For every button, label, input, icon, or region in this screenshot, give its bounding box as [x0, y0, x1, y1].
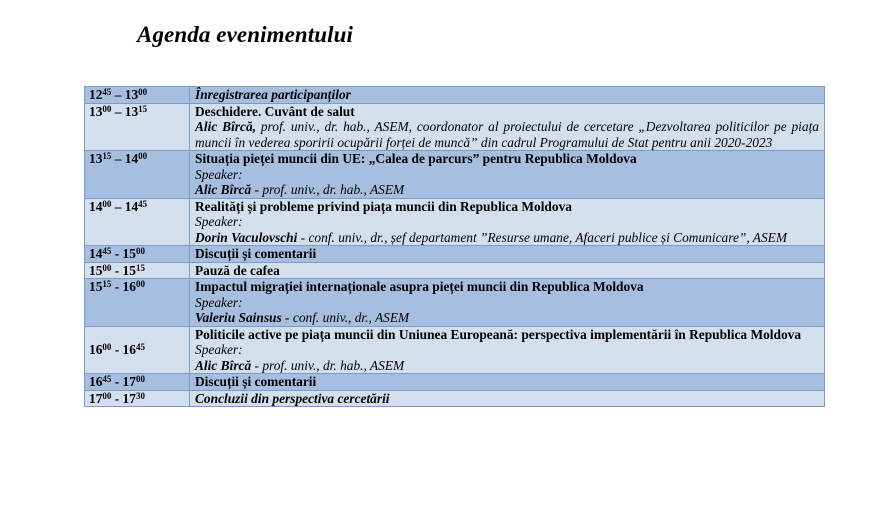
agenda-row	[85, 246, 825, 263]
time-minutes: 45	[102, 246, 112, 256]
speaker-line	[195, 119, 819, 150]
session-cell	[190, 151, 825, 199]
speaker-details: conf. univ., dr., ASEM	[289, 310, 410, 325]
session-title: Situația pieței muncii din UE: „Calea de parcurs” pentru Republica Moldova	[195, 151, 637, 166]
time-slot	[85, 326, 190, 374]
time-text: -	[111, 374, 123, 389]
time-minutes: 15	[102, 151, 112, 161]
session-cell	[190, 326, 825, 374]
time-minutes: 30	[135, 390, 145, 401]
session-cell	[190, 87, 825, 104]
time-minutes: 15	[138, 103, 148, 114]
time-slot	[85, 87, 190, 104]
time-minutes: 45	[135, 342, 145, 352]
time-text: 17	[89, 390, 103, 406]
time-minutes: 00	[138, 151, 148, 161]
time-text: -	[111, 342, 123, 357]
session-title: Realități și probleme privind piața muncii din Republica Moldova	[195, 198, 572, 214]
time-text: 16	[122, 279, 136, 294]
time-slot	[85, 279, 190, 327]
time-text: -	[111, 279, 123, 294]
time-text: -	[111, 262, 123, 278]
speaker-line	[195, 230, 819, 246]
time-text: 15	[89, 279, 103, 294]
session-title: Discuții și comentarii	[195, 246, 317, 261]
time-slot	[85, 151, 190, 199]
time-slot	[85, 198, 190, 246]
agenda-row	[85, 390, 825, 407]
agenda-row	[85, 151, 825, 199]
time-text: –	[111, 103, 125, 119]
speaker-details: - prof. univ., dr. hab., ASEM	[251, 182, 405, 197]
time-text: 15	[122, 246, 136, 261]
session-title: Impactul migrației internaționale asupra pieței muncii din Republica Moldova	[195, 279, 644, 294]
time-text: –	[111, 151, 125, 166]
time-text: 17	[122, 390, 136, 406]
session-cell	[190, 198, 825, 246]
session-cell	[190, 374, 825, 391]
speaker-name: Valeriu Sainsus -	[195, 310, 290, 325]
session-title: Pauză de cafea	[195, 262, 280, 278]
agenda-row	[85, 279, 825, 327]
time-text: 16	[89, 374, 103, 389]
agenda-row	[85, 103, 825, 151]
time-minutes: 00	[102, 390, 112, 401]
speaker-name: Dorin Vaculovschi	[195, 229, 298, 245]
time-text: 15	[89, 262, 103, 278]
speaker-details: - conf. univ., dr., șef departament ”Resurse umane, Afaceri publice și Comunicare”, ASEM	[297, 229, 787, 245]
speaker-line	[195, 182, 819, 198]
speaker-details: - prof. univ., dr. hab., ASEM	[251, 357, 405, 373]
time-minutes: 00	[102, 198, 112, 209]
speaker-label: Speaker:	[195, 342, 243, 357]
session-title: Concluzii din perspectiva cercetării	[195, 390, 390, 406]
time-minutes: 00	[102, 103, 112, 114]
time-slot	[85, 374, 190, 391]
time-text: -	[111, 246, 123, 261]
speaker-name: Alic Bîrcă	[195, 357, 252, 373]
speaker-label: Speaker:	[195, 214, 243, 229]
time-text: -	[111, 390, 123, 406]
speaker-name: Alic Bîrcă	[195, 182, 252, 197]
time-slot	[85, 390, 190, 407]
session-cell	[190, 262, 825, 279]
agenda-row	[85, 87, 825, 104]
session-title: Înregistrarea participanților	[195, 87, 351, 102]
time-text: –	[111, 87, 125, 102]
agenda-row	[85, 374, 825, 391]
time-minutes: 00	[135, 279, 145, 289]
time-minutes: 15	[135, 262, 145, 273]
time-text: 15	[122, 262, 136, 278]
session-cell	[190, 246, 825, 263]
time-text: 14	[124, 151, 139, 166]
time-text: 14	[124, 198, 139, 214]
speaker-label: Speaker:	[195, 294, 243, 310]
time-text: 14	[89, 198, 103, 214]
time-minutes: 15	[102, 279, 112, 289]
time-slot	[85, 246, 190, 263]
time-text: 12	[89, 87, 103, 102]
speaker-label: Speaker:	[195, 166, 243, 182]
speaker-line	[195, 310, 819, 326]
time-text: 13	[124, 103, 139, 119]
time-text: 13	[89, 151, 103, 166]
speaker-name: Alic Bîrcă,	[195, 119, 257, 134]
session-cell	[190, 390, 825, 407]
time-text: –	[111, 198, 125, 214]
speaker-line	[195, 358, 819, 374]
time-text: 16	[122, 342, 136, 357]
time-minutes: 45	[138, 198, 148, 209]
agenda-row	[85, 326, 825, 374]
time-slot	[85, 103, 190, 151]
session-title: Discuții și comentarii	[195, 374, 317, 389]
time-text: 14	[89, 246, 103, 261]
speaker-details: prof. univ., dr. hab., ASEM, coordonator al proiectului de cercetare „Dezvoltarea politicilor pe piața muncii în vederea sporirii ocupării forței de muncă” din cadrul Programului de Stat pentru anii 2020-2023	[195, 119, 820, 150]
time-text: 13	[89, 103, 103, 119]
page-title: Agenda evenimentului	[137, 22, 354, 47]
session-cell	[190, 279, 825, 327]
time-text: 13	[124, 87, 139, 102]
time-minutes: 45	[102, 87, 112, 97]
time-text: 17	[122, 374, 136, 389]
session-title: Politicile active pe piața muncii din Uniunea Europeană: perspectiva implementării în Republica Moldova	[195, 326, 802, 342]
time-minutes: 00	[102, 262, 112, 273]
time-minutes: 00	[138, 87, 148, 97]
session-cell	[190, 103, 825, 151]
time-minutes: 00	[135, 246, 145, 256]
agenda-table	[84, 86, 825, 407]
time-slot	[85, 262, 190, 279]
agenda-row	[85, 198, 825, 246]
agenda-row	[85, 262, 825, 279]
session-title: Deschidere. Cuvânt de salut	[195, 103, 355, 119]
time-minutes: 00	[102, 342, 112, 352]
time-minutes: 45	[102, 374, 112, 384]
time-minutes: 00	[135, 374, 145, 384]
time-text: 16	[89, 342, 103, 357]
